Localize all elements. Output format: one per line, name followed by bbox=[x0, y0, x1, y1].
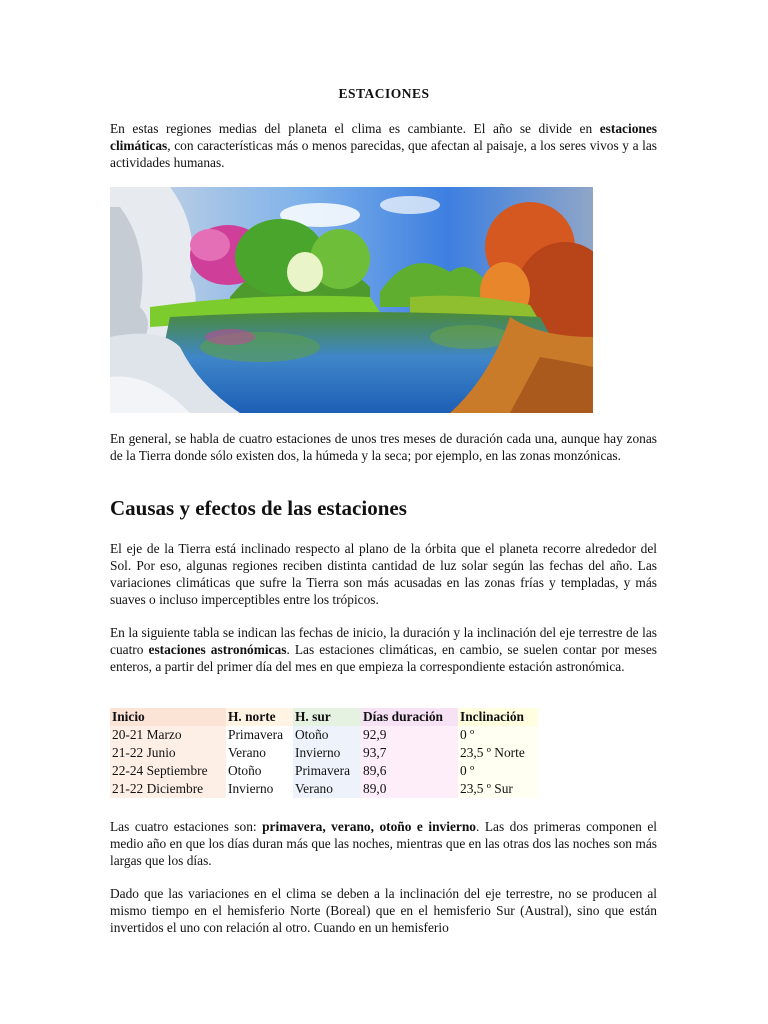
table-cell: 92,9 bbox=[361, 726, 458, 744]
table-cell: 21-22 Junio bbox=[110, 744, 226, 762]
table-cell: Verano bbox=[226, 744, 293, 762]
seasons-bold-term: primavera, verano, otoño e invierno bbox=[262, 819, 476, 834]
table-cell: 21-22 Diciembre bbox=[110, 780, 226, 798]
header-inclinacion: Inclinación bbox=[458, 708, 538, 726]
intro-paragraph: En estas regiones medias del planeta el clima es cambiante. El año se divide en estaciones climáticas, con características más o menos parecidas, que afectan al paisaje, a los seres vivos y a las actividades humanas. bbox=[110, 121, 657, 170]
table-row bbox=[110, 744, 538, 762]
table-intro-bold-term: estaciones astronómicas bbox=[148, 642, 287, 657]
table-cell: Primavera bbox=[293, 762, 361, 780]
document-title: ESTACIONES bbox=[338, 86, 430, 101]
table-cell: Otoño bbox=[293, 726, 361, 744]
table-cell: 22-24 Septiembre bbox=[110, 762, 226, 780]
intro-bold-term: estaciones climáticas bbox=[110, 121, 657, 153]
header-h-sur: H. sur bbox=[293, 708, 361, 726]
hemisphere-paragraph: Dado que las variaciones en el clima se deben a la inclinación del eje terrestre, no se producen al mismo tiempo en el hemisferio Norte (Boreal) que en el hemisferio Sur (Austral), sino que están invertidos el uno con relación al otro. Cuando en un hemisferio bbox=[110, 886, 657, 935]
table-cell: 20-21 Marzo bbox=[110, 726, 226, 744]
table-cell: 0 º bbox=[458, 762, 538, 780]
table-cell: Invierno bbox=[226, 780, 293, 798]
general-paragraph: En general, se habla de cuatro estaciones de unos tres meses de duración cada una, aunque hay zonas de la Tierra donde sólo existen dos, la húmeda y la seca; por ejemplo, en las zonas monzónicas. bbox=[110, 431, 657, 463]
table-row bbox=[110, 726, 538, 744]
header-h-norte: H. norte bbox=[226, 708, 293, 726]
four-seasons-landscape-image bbox=[110, 187, 593, 413]
table-row bbox=[110, 762, 538, 780]
table-cell: Verano bbox=[293, 780, 361, 798]
section-heading: Causas y efectos de las estaciones bbox=[110, 496, 407, 520]
seasons-table bbox=[110, 708, 538, 798]
table-cell: 89,0 bbox=[361, 780, 458, 798]
table-cell: 89,6 bbox=[361, 762, 458, 780]
seasons-paragraph: Las cuatro estaciones son: primavera, verano, otoño e invierno. Las dos primeras componen el medio año en que los días duran más que las noches, mientras que en las otras dos las noches son más largas que los días. bbox=[110, 819, 658, 868]
table-intro-paragraph: En la siguiente tabla se indican las fechas de inicio, la duración y la inclinación del eje terrestre de las cuatro estaciones astronómicas. Las estaciones climáticas, en cambio, se suelen contar por meses enteros, a partir del primer día del mes en que empieza la correspondiente estación astronómica. bbox=[110, 625, 657, 674]
table-row bbox=[110, 780, 538, 798]
table-cell: 23,5 º Norte bbox=[458, 744, 538, 762]
header-inicio: Inicio bbox=[110, 708, 226, 726]
table-cell: 93,7 bbox=[361, 744, 458, 762]
table-cell: 0 º bbox=[458, 726, 538, 744]
table-cell: 23,5 º Sur bbox=[458, 780, 538, 798]
table-cell: Otoño bbox=[226, 762, 293, 780]
table-cell: Primavera bbox=[226, 726, 293, 744]
axis-paragraph: El eje de la Tierra está inclinado respecto al plano de la órbita que el planeta recorre alrededor del Sol. Por eso, algunas regiones reciben distinta cantidad de luz solar según las fechas del año. Las variaciones climáticas que sufre la Tierra son más acusadas en las zonas frías y templadas, y más suaves o incluso imperceptibles entre los trópicos. bbox=[110, 541, 657, 607]
table-header-row bbox=[110, 708, 538, 726]
header-dias-duracion: Días duración bbox=[361, 708, 458, 726]
table-cell: Invierno bbox=[293, 744, 361, 762]
